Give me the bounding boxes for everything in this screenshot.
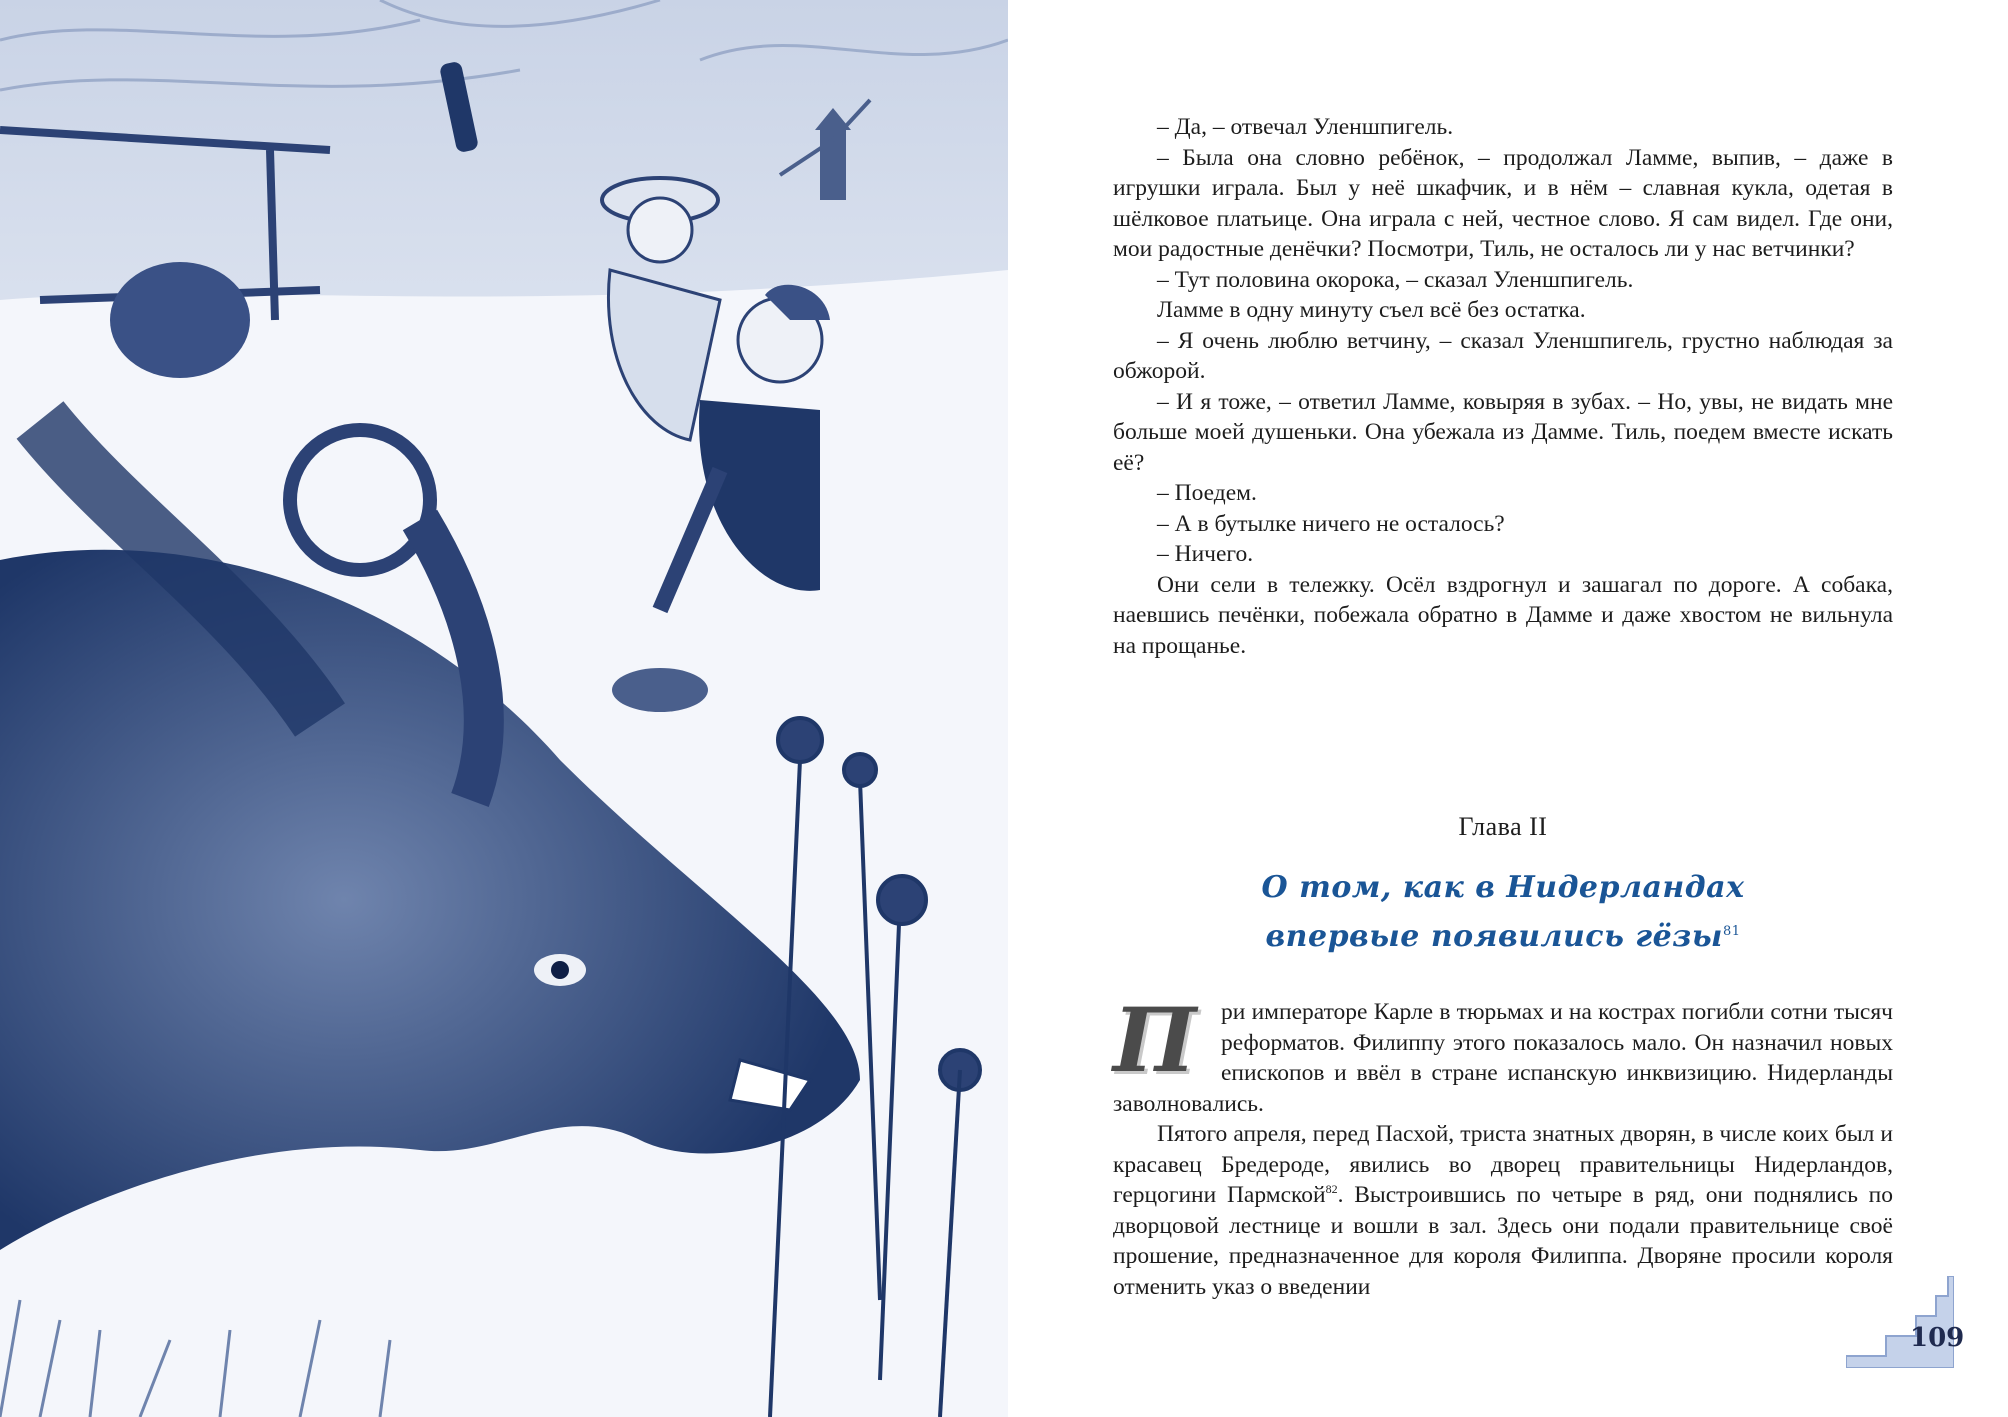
page-number-tab xyxy=(1846,1276,1954,1368)
tab-shape xyxy=(1846,1276,1954,1368)
paragraph: Ламме в одну минуту съел всё без остатка. xyxy=(1157,297,1586,323)
chapter-title-line2-text: впервые появились гёзы xyxy=(1265,919,1723,954)
paragraph: – Была она словно ребёнок, – продолжал Ламме, выпив, – даже в игрушки играла. Был у неё шкафчик, и в нём – славная кукла, одетая в шёлковое платьице. Она играла с ней, честное слово. Я сам видел. Где они, мои радостные денёчки? Посмотри, Тиль, не осталось ли у нас ветчинки? xyxy=(1113,144,1893,262)
footnote-ref[interactable]: 81 xyxy=(1722,924,1741,939)
paragraph: – Да, – отвечал Уленшпигель. xyxy=(1157,114,1454,140)
footnote-ref[interactable]: 82 xyxy=(1325,1182,1338,1197)
text-page xyxy=(1008,0,2008,1417)
dog xyxy=(612,668,708,712)
paragraph: – А в бутылке ничего не осталось? xyxy=(1157,510,1505,537)
paragraph: – Поедем. xyxy=(1157,480,1257,506)
dialogue-block xyxy=(1113,112,1893,661)
paragraph: – Тут половина окорока, – сказал Уленшпигель. xyxy=(1157,266,1634,293)
paragraph-text: . Выстроившись по четыре в ряд, они поднялись по дворцовой лестнице и вошли в зал. Здесь они подали правительнице своё прошение, предназначенное для короля Филиппа. Дворяне просили короля отменить указ о введении xyxy=(1113,1182,1893,1300)
paragraph: Они сели в тележку. Осёл вздрогнул и зашагал по дороге. А собака, наевшись печёнки, побежала обратно в Дамме и даже хвостом не вильнула на прощанье. xyxy=(1113,571,1893,659)
paragraph xyxy=(1113,1119,1893,1302)
drop-cap: П xyxy=(1113,988,1197,1092)
chapter-title-line1: О том, как в Нидерландах xyxy=(1261,870,1745,905)
paragraph: – Я очень люблю ветчину, – сказал Уленшпигель, грустно наблюдая за обжорой. xyxy=(1113,327,1893,384)
paragraph xyxy=(1113,988,1893,1119)
chapter-body xyxy=(1113,988,1893,1302)
chapter-title-line2 xyxy=(1113,910,1893,959)
paragraph: – Ничего. xyxy=(1157,541,1254,567)
chapter-label: Глава II xyxy=(1458,812,1548,841)
chapter-title xyxy=(1113,866,1893,959)
paragraph-text: Пятого апреля, перед Пасхой, триста знатных дворян, в числе коих был и красавец Бредероде, явились во дворец правительницы Нидерландов, герцогини Пармской xyxy=(1113,1121,1893,1208)
paragraph: – И я тоже, – ответил Ламме, ковыряя в зубах. – Но, увы, не видать мне больше моей душеньки. Она убежала из Дамме. Тиль, поедем вместе искать её? xyxy=(1113,388,1893,476)
page-number: 109 xyxy=(1910,1323,1965,1353)
paragraph-text: ри императоре Карле в тюрьмах и на кострах погибли сотни тысяч реформатов. Филиппу этого показалось мало. Он назначил новых епископов и ввёл в стране испанскую инквизицию. Нидерланды заволновались. xyxy=(1113,999,1893,1117)
